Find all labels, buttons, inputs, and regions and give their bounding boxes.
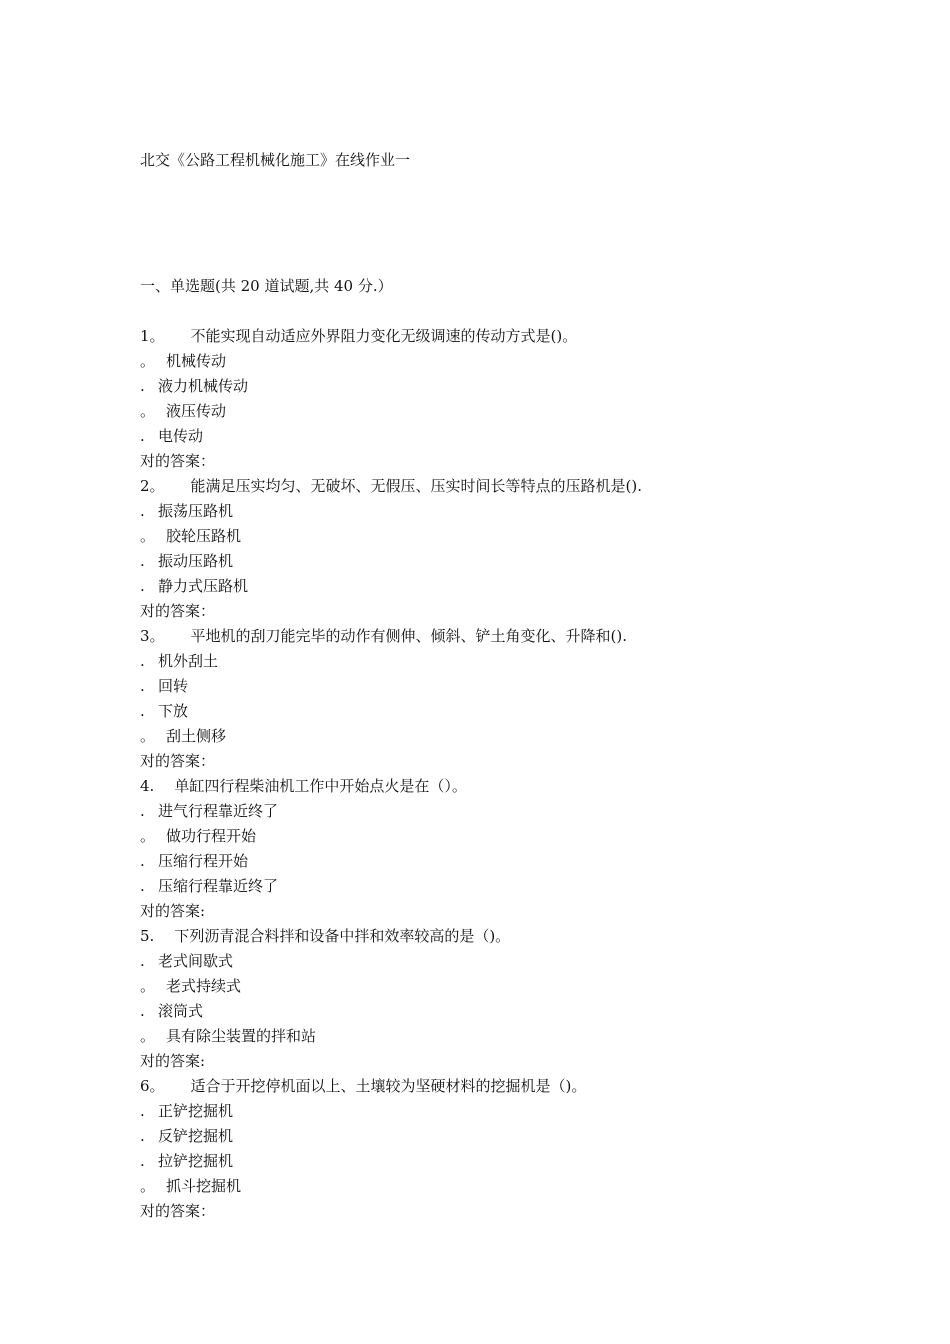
- question-text: 下列沥青混合料拌和设备中拌和效率较高的是（)。: [174, 927, 511, 945]
- option-mark: .: [140, 377, 145, 395]
- question-number: 1。: [140, 327, 165, 345]
- question-5: [140, 924, 900, 949]
- question-1: [140, 324, 900, 349]
- question-2: [140, 474, 900, 499]
- option-a: [140, 1099, 900, 1124]
- option-d: [140, 1174, 900, 1199]
- answer-label: 对的答案：: [140, 452, 216, 470]
- option-mark: .: [140, 952, 145, 970]
- option-text: 正铲挖掘机: [158, 1102, 234, 1120]
- option-text: 反铲挖掘机: [158, 1127, 234, 1145]
- option-text: 液力机械传动: [158, 377, 249, 395]
- option-c: [140, 1149, 900, 1174]
- option-text: 静力式压路机: [158, 577, 249, 595]
- option-mark: .: [140, 1102, 145, 1120]
- option-mark: 。: [140, 527, 156, 545]
- option-mark: 。: [140, 1027, 156, 1045]
- question-text: 能满足压实均匀、无破坏、无假压、压实时间长等特点的压路机是().: [190, 477, 643, 495]
- option-mark: .: [140, 852, 145, 870]
- option-a: [140, 799, 900, 824]
- option-text: 老式持续式: [166, 977, 242, 995]
- question-3: [140, 624, 900, 649]
- question-4: [140, 774, 900, 799]
- option-mark: .: [140, 577, 145, 595]
- answer-label: 对的答案:: [140, 1052, 206, 1070]
- option-text: 胶轮压路机: [166, 527, 242, 545]
- option-a: [140, 499, 900, 524]
- question-number: 3。: [140, 627, 165, 645]
- question-number: 5.: [140, 927, 155, 945]
- option-b: [140, 524, 900, 549]
- question-number: 2。: [140, 477, 165, 495]
- option-text: 电传动: [158, 427, 204, 445]
- question-number: 6。: [140, 1077, 165, 1095]
- option-mark: .: [140, 877, 145, 895]
- answer-label: 对的答案：: [140, 752, 216, 770]
- option-text: 拉铲挖掘机: [158, 1152, 234, 1170]
- option-text: 振动压路机: [158, 552, 234, 570]
- option-mark: 。: [140, 1177, 156, 1195]
- option-b: [140, 824, 900, 849]
- option-mark: .: [140, 1127, 145, 1145]
- option-mark: 。: [140, 402, 156, 420]
- answer-label: 对的答案：: [140, 1202, 216, 1220]
- option-mark: .: [140, 652, 145, 670]
- option-text: 做功行程开始: [166, 827, 257, 845]
- option-d: [140, 424, 900, 449]
- option-mark: 。: [140, 352, 156, 370]
- option-text: 进气行程靠近终了: [158, 802, 279, 820]
- option-text: 回转: [158, 677, 189, 695]
- option-text: 下放: [158, 702, 189, 720]
- option-d: [140, 724, 900, 749]
- option-mark: .: [140, 677, 145, 695]
- option-text: 机械传动: [166, 352, 227, 370]
- option-text: 机外刮土: [158, 652, 219, 670]
- option-c: [140, 849, 900, 874]
- option-b: [140, 974, 900, 999]
- option-d: [140, 874, 900, 899]
- option-mark: 。: [140, 727, 156, 745]
- document-title: 北交《公路工程机械化施工》在线作业一: [140, 151, 411, 169]
- option-mark: .: [140, 1152, 145, 1170]
- option-mark: .: [140, 502, 145, 520]
- option-a: [140, 949, 900, 974]
- option-c: [140, 399, 900, 424]
- question-text: 平地机的刮刀能完毕的动作有侧伸、倾斜、铲土角变化、升降和().: [190, 627, 628, 645]
- question-text: 适合于开挖停机面以上、土壤较为坚硬材料的挖掘机是（)。: [190, 1077, 587, 1095]
- option-mark: .: [140, 702, 145, 720]
- section-heading: 一、单选题(共 20 道试题,共 40 分.）: [140, 277, 393, 295]
- option-text: 振荡压路机: [158, 502, 234, 520]
- question-text: 单缸四行程柴油机工作中开始点火是在（）。: [174, 777, 467, 795]
- option-text: 刮土侧移: [166, 727, 227, 745]
- answer-label: 对的答案：: [140, 602, 216, 620]
- option-b: [140, 374, 900, 399]
- answer-label: 对的答案:: [140, 902, 206, 920]
- option-mark: 。: [140, 977, 156, 995]
- option-a: [140, 349, 900, 374]
- question-text: 不能实现自动适应外界阻力变化无级调速的传动方式是()。: [190, 327, 578, 345]
- option-text: 压缩行程开始: [158, 852, 249, 870]
- option-text: 具有除尘装置的拌和站: [166, 1027, 317, 1045]
- option-mark: .: [140, 1002, 145, 1020]
- option-mark: 。: [140, 827, 156, 845]
- option-text: 滚筒式: [158, 1002, 204, 1020]
- question-number: 4.: [140, 777, 155, 795]
- option-c: [140, 999, 900, 1024]
- option-a: [140, 649, 900, 674]
- option-c: [140, 549, 900, 574]
- question-6: [140, 1074, 900, 1099]
- option-text: 抓斗挖掘机: [166, 1177, 242, 1195]
- option-d: [140, 1024, 900, 1049]
- option-mark: .: [140, 552, 145, 570]
- option-mark: .: [140, 802, 145, 820]
- option-text: 液压传动: [166, 402, 227, 420]
- option-c: [140, 699, 900, 724]
- option-text: 压缩行程靠近终了: [158, 877, 279, 895]
- option-b: [140, 1124, 900, 1149]
- option-b: [140, 674, 900, 699]
- question-list: [140, 324, 900, 1224]
- option-text: 老式间歇式: [158, 952, 234, 970]
- option-d: [140, 574, 900, 599]
- option-mark: .: [140, 427, 145, 445]
